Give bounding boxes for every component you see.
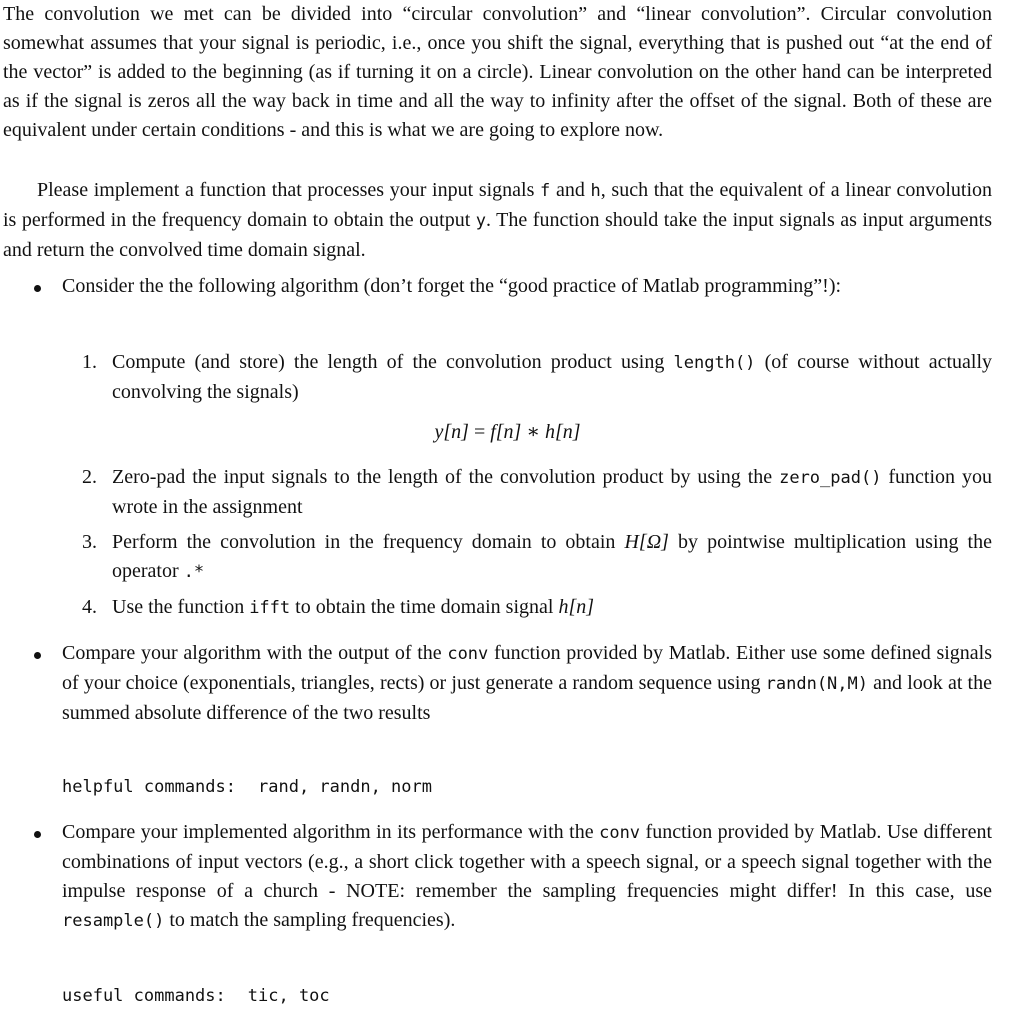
- eq-f: f[n]: [490, 421, 522, 443]
- code-randn: randn(N,M): [765, 674, 868, 694]
- code-zero-pad: zero_pad(): [779, 468, 882, 488]
- math-H-omega: H[Ω]: [624, 531, 669, 553]
- math-h-n: h[n]: [558, 596, 595, 618]
- step-3: [82, 528, 992, 587]
- bullet-dot: [34, 831, 41, 838]
- task-text-d: . The function should take the input signals as input arguments and return the convolved time domain signal.: [3, 209, 993, 261]
- useful-commands-label: useful commands:: [62, 986, 226, 1006]
- code-pointwise-op: .*: [183, 562, 205, 582]
- bullet-text: and look at the summed absolute difference of the two results: [62, 672, 992, 724]
- bullet-algorithm-text: Consider the the following algorithm (don’t forget the “good practice of Matlab programming”!):: [62, 275, 842, 297]
- code-y: y: [475, 211, 487, 231]
- step-number: 3.: [82, 531, 97, 553]
- step-text: function you wrote in the assignment: [112, 466, 992, 518]
- step-text: Compute (and store) the length of the convolution product using: [112, 351, 674, 373]
- task-text-a: Please implement a function that processes your input signals: [37, 179, 541, 201]
- step-text: Zero-pad the input signals to the length of the convolution product by using the: [112, 466, 780, 488]
- code-conv: conv: [599, 823, 641, 843]
- task-text-c: , such that the equivalent of a linear convolution is performed in the frequency domain to obtain the output: [3, 179, 993, 231]
- code-ifft: ifft: [249, 598, 291, 618]
- code-resample: resample(): [62, 911, 165, 931]
- bullet-text: Compare your algorithm with the output of the: [62, 642, 448, 664]
- code-f: f: [540, 181, 551, 201]
- bullet-compare-performance: [62, 818, 992, 936]
- intro-text: The convolution we met can be divided into “circular convolution” and “linear convolution”. Circular convolution somewhat assumes that your signal is periodic, i.e., once you shift the signal, everything that is pushed out “at the end of the vector” is added to the beginning (as if turning it on a circle). Linear convolution on the other hand can be interpreted as if the signal is zeros all the way back in time and all the way to infinity after the offset of the signal. Both of these are equivalent under certain conditions - and this is what we are going to explore now.: [3, 3, 992, 141]
- step-text: (of course without actually convolving the signals): [112, 351, 993, 403]
- bullet-text: function provided by Matlab. Either use some defined signals of your choice (exponentials, triangles, rects) or just generate a random sequence using: [62, 642, 993, 694]
- helpful-commands-label: helpful commands:: [62, 777, 236, 797]
- eq-lhs: y[n]: [434, 421, 469, 443]
- step-number: 2.: [82, 466, 97, 488]
- bullet-text: function provided by Matlab. Use different combinations of input vectors (e.g., a short click together with a speech signal, or a speech signal together with the impulse response of a church - NOTE: remember the sampling frequencies might differ! In this case, use: [62, 821, 993, 902]
- useful-commands: [62, 984, 330, 1008]
- eq-equals: =: [468, 421, 491, 443]
- code-length: length(): [673, 353, 756, 373]
- eq-operator: ∗: [521, 421, 545, 443]
- bullet-text: to match the sampling frequencies).: [164, 909, 456, 931]
- convolution-equation: [0, 418, 1015, 447]
- code-conv: conv: [447, 644, 489, 664]
- bullet-algorithm: [62, 272, 992, 301]
- bullet-dot: [34, 285, 41, 292]
- bullet-dot: [34, 652, 41, 659]
- bullet-compare-output: [62, 639, 992, 728]
- eq-h: h[n]: [544, 421, 581, 443]
- useful-commands-list: tic, toc: [247, 986, 330, 1006]
- step-2: [82, 463, 992, 522]
- step-4: [82, 593, 992, 623]
- step-text: to obtain the time domain signal: [290, 596, 559, 618]
- helpful-commands: [62, 775, 432, 799]
- code-h: h: [590, 181, 601, 201]
- step-text: by pointwise multiplication using the operator: [112, 531, 992, 582]
- task-text-b: and: [550, 179, 591, 201]
- helpful-commands-list: rand, randn, norm: [258, 777, 432, 797]
- step-text: Use the function: [112, 596, 250, 618]
- bullet-text: Compare your implemented algorithm in its performance with the: [62, 821, 600, 843]
- step-1: [82, 348, 993, 407]
- step-number: 1.: [82, 351, 97, 373]
- task-paragraph: [3, 176, 992, 265]
- step-text: Perform the convolution in the frequency domain to obtain: [112, 531, 625, 553]
- intro-paragraph: [3, 0, 992, 145]
- step-number: 4.: [82, 596, 97, 618]
